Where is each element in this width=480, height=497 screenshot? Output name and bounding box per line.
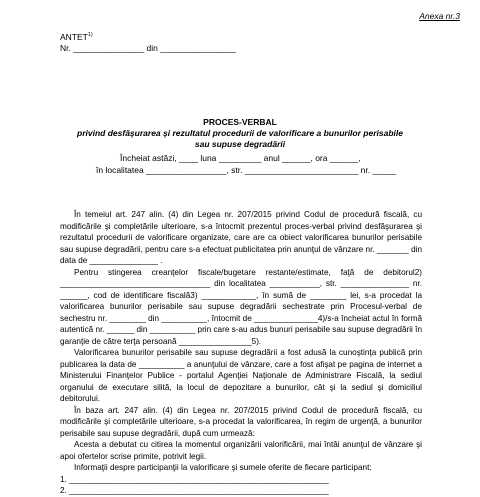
paragraph-debtor: Pentru stingerea creanţelor fiscale/bugetare restante/estimate, faţă de debitorul2) _________________________________ din localitatea ___________, str. _______________ nr. ______, cod de identificare fiscală3) ____________, în sumă de ________ lei, s-a procedat la valorificarea bunurilor perisabile sau supuse degradării sechestrate prin Procesul-verbal de sechestru nr. ________ din __________, întocmit de ______________4)/s-a încheiat actul în formă autentică nr. ______ din __________ prin care s-au adus bunuri perisabile sau supuse degradării în garanţie de către terţa persoană ________________5). (60, 267, 422, 346)
paragraph-reading: Acesta a debutat cu citirea la momentul organizării valorificării, mai întâi anunţul de vânzare şi apoi ofertelor scrise primite, potrivit legii. (60, 440, 422, 461)
document-subtitle-2: sau supuse degradării (194, 139, 286, 149)
antet-label: ANTET (60, 32, 88, 42)
antet-line (60, 32, 236, 43)
paragraph-publicity: Valorificarea bunurilor perisabile sau supuse degradării a fost adusă la cunoştinţa publică prin publicarea la data de __________ a anunţului de vânzare, care a fost afişat pe pagina de internet a Ministerului Finanţelor Publice - portalul Agenţiei Naţionale de Administrare Fiscală, la sediul organului de executare silită, la locul de depozitare a bunurilor, cât şi la sediul şi domiciliul debitorului. (60, 348, 422, 403)
antet-number-line: Nr. _______________ din ________________ (60, 43, 236, 53)
paragraph-procedure: În baza art. 247 alin. (4) din Legea nr. 207/2015 privind Codul de procedură fiscală, cu modificările şi completările ulterioare, s-a procedat la valorificarea, în regim de urgenţă, a bunurilor perisabile sau supuse degradării, după cum urmează: (60, 405, 422, 438)
location-line: în localitatea _________________, str. ________________________ nr. _____ (96, 165, 397, 175)
annex-label: Anexa nr.3 (419, 11, 460, 21)
antet-block (60, 32, 236, 54)
paragraph-legal-basis: În temeiul art. 247 alin. (4) din Legea nr. 207/2015 privind Codul de procedură fiscală, cu modificările şi completările ulterioare, s-a întocmit prezentul proces-verbal privind desfăşurarea şi rezultatul procedurii de valorificare organizate, care are ca obiect valorificarea bunurilor perisabile sau supuse degradării, pentru care s-a efectuat publicitatea prin anunţul de vânzare nr. _______ din data de _______________ . (60, 210, 422, 265)
antet-footnote-ref: 1) (87, 32, 93, 39)
paragraph-participants-intro: Informaţii despre participanţii la valorificare şi sumele oferite de fiecare participant: (74, 463, 372, 472)
participants-list (60, 474, 422, 497)
document-subtitle: privind desfăşurarea şi rezultatul procedurii de valorificare a bunurilor perisabile (77, 128, 403, 138)
concluded-date-line: Încheiat astăzi, ____ luna _________ anul ______, ora ______, (120, 153, 361, 163)
list-item: 1. _________________________________________________________ (60, 474, 329, 484)
document-title: PROCES-VERBAL (203, 117, 277, 127)
list-item: 2. _________________________________________________________ (60, 486, 329, 495)
document-body (60, 209, 422, 497)
